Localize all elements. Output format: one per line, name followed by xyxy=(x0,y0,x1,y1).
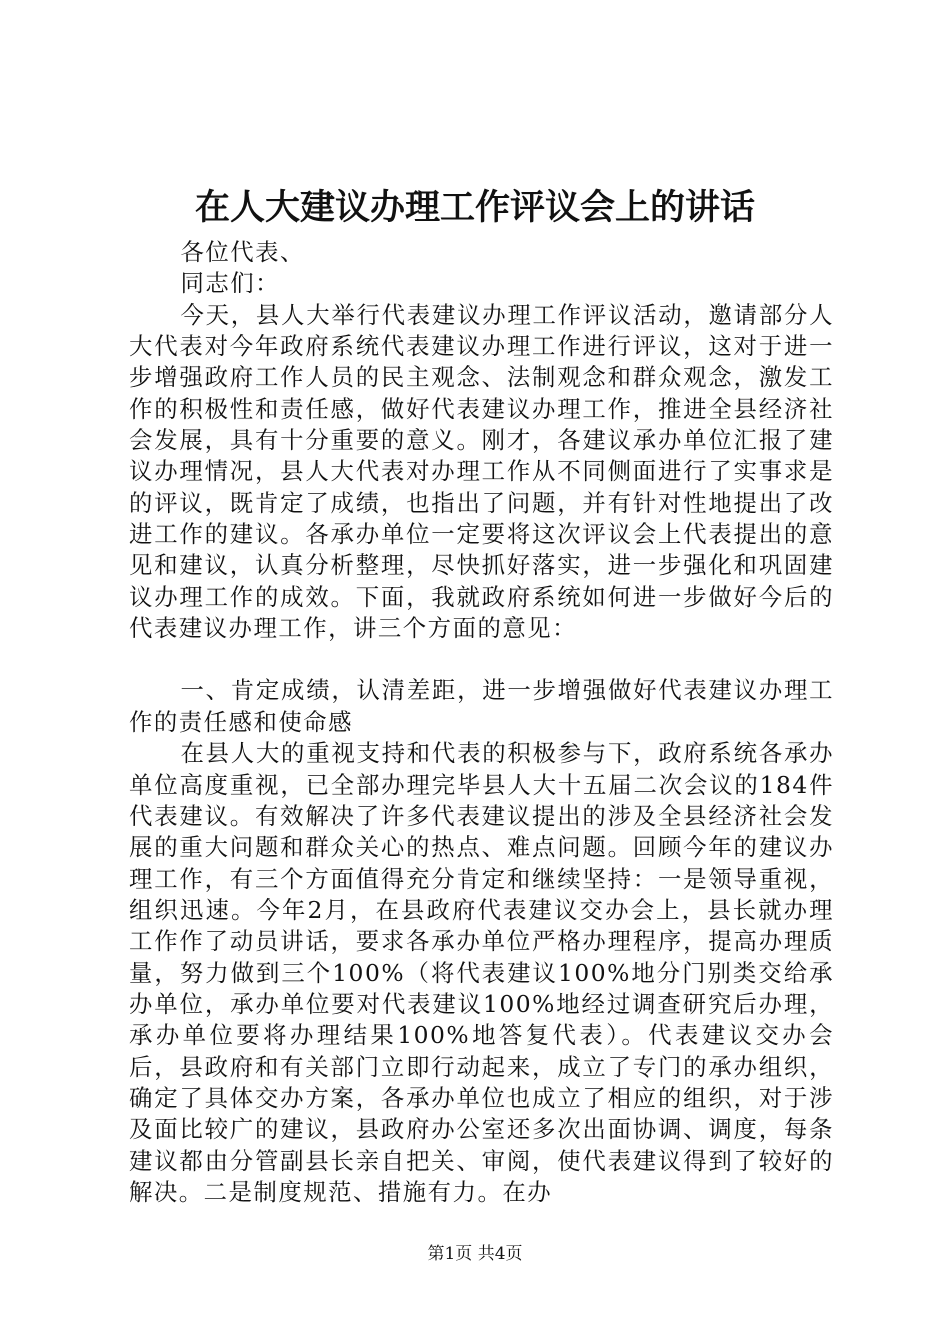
paragraph-gap xyxy=(129,644,834,675)
document-body xyxy=(129,237,834,1208)
body-paragraph: 在县人大的重视支持和代表的积极参与下，政府系统各承办单位高度重视，已全部办理完毕县人大十五届二次会议的184件代表建议。有效解决了许多代表建议提出的涉及全县经济社会发展的重大问题和群众关心的热点、难点问题。回顾今年的建议办理工作，有三个方面值得充分肯定和继续坚持：一是领导重视，组织迅速。今年2月，在县政府代表建议交办会上，县长就办理工作作了动员讲话，要求各承办单位严格办理程序，提高办理质量，努力做到三个100%（将代表建议100%地分门别类交给承办单位，承办单位要对代表建议100%地经过调查研究后办理，承办单位要将办理结果100%地答复代表）。代表建议交办会后，县政府和有关部门立即行动起来，成立了专门的承办组织，确定了具体交办方案，各承办单位也成立了相应的组织，对于涉及面比较广的建议，县政府办公室还多次出面协调、调度，每条建议都由分管副县长亲自把关、审阅，使代表建议得到了较好的解决。二是制度规范、措施有力。在办 xyxy=(129,739,834,1206)
document-title: 在人大建议办理工作评议会上的讲话 xyxy=(194,187,755,228)
salutation-line-2: 同志们： xyxy=(180,269,281,298)
section-heading: 一、肯定成绩，认清差距，进一步增强做好代表建议办理工作的责任感和使命感 xyxy=(129,676,834,736)
intro-paragraph: 今天，县人大举行代表建议办理工作评议活动，邀请部分人大代表对今年政府系统代表建议办理工作进行评议，这对于进一步增强政府工作人员的民主观念、法制观念和群众观念，激发工作的积极性和责任感，做好代表建议办理工作，推进全县经济社会发展，具有十分重要的意义。刚才，各建议承办单位汇报了建议办理情况，县人大代表对办理工作从不同侧面进行了实事求是的评议，既肯定了成绩，也指出了问题，并有针对性地提出了改进工作的建议。各承办单位一定要将这次评议会上代表提出的意见和建议，认真分析整理，尽快抓好落实，进一步强化和巩固建议办理工作的成效。下面，我就政府系统如何进一步做好今后的代表建议办理工作，讲三个方面的意见： xyxy=(129,300,834,643)
page-number-footer: 第1页 共4页 xyxy=(427,1244,523,1264)
salutation-line-1: 各位代表、 xyxy=(180,238,305,266)
